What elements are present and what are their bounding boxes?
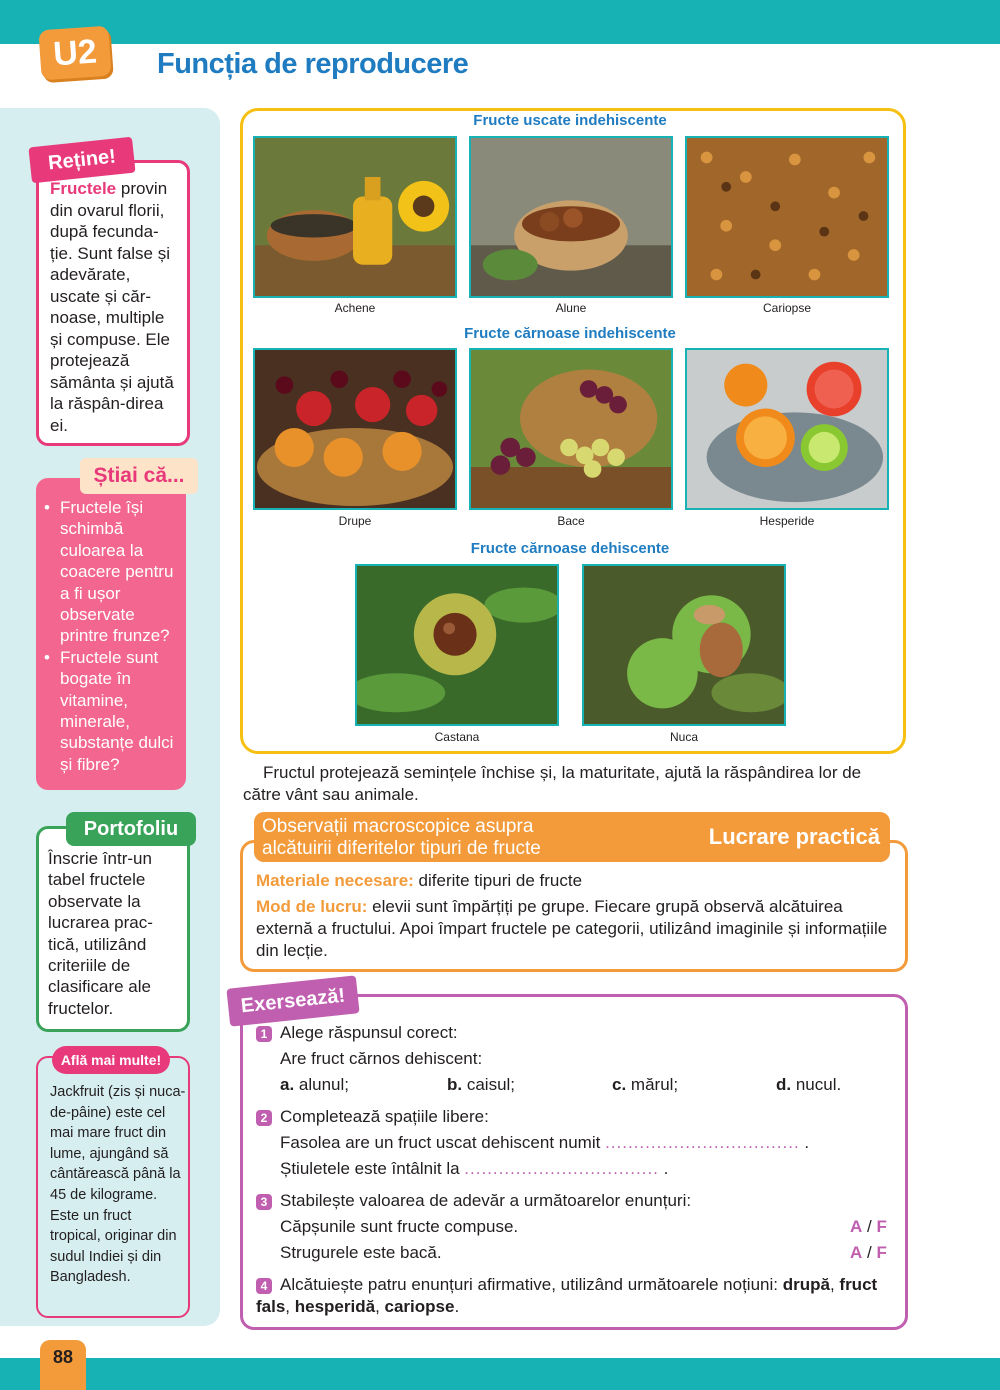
caption-bace: Bace [557,514,585,528]
stiai-list [44,497,184,775]
unit-badge: U2 [38,26,111,81]
blank-field[interactable]: .................................. [464,1159,659,1178]
page-number: 88 [40,1340,86,1390]
photo-cariopse [685,136,889,298]
mod-text: elevii sunt împărțiți pe grupe. Fiecare grupă observă alcătuirea externă a fructului. Apoi împart fructele pe categorii, utilizând imaginile și informațiile din lecție. [256,897,888,960]
portofoliu-text: Înscrie într-un tabel fructele observate la lucrarea prac-tică, utilizând criteriile de clasificare ale fructelor. [48,849,153,1018]
bottom-bar [0,1358,1000,1390]
photo-alune [469,136,673,298]
q2-line2: Știuletele este întâlnit la .................................. . [280,1159,669,1178]
photo-nuca [582,564,786,726]
q1-option-c[interactable]: c. mărul; [612,1075,679,1094]
q3-statement-2: Strugurele este bacă. [280,1243,442,1262]
photo-hesperide [685,348,889,510]
practica-text [256,870,896,962]
materiale-text: diferite tipuri de fructe [413,871,583,890]
section-title-uscate: Fructe uscate indehiscente [473,112,667,129]
caption-nuca: Nuca [669,730,698,744]
q2-text: Completează spațiile libere: [280,1107,489,1126]
retine-highlight: Fructele [50,179,117,198]
caption-castana: Castana [434,730,480,744]
materiale-label: Materiale necesare: [256,871,414,890]
practica-title: Observații macroscopice asupra alcătuirii diferitelor tipuri de fructe [262,816,541,859]
retine-tag: Reține! [28,137,135,184]
list-item: • Fructele își schimbă culoarea la coacere pentru a fi ușor observate printre frunze? [44,497,184,647]
true-false-choice[interactable]: A / F [850,1217,887,1236]
blank-field[interactable]: .................................. [605,1133,800,1152]
section-title-carnoase-dehiscente: Fructe cărnoase dehiscente [470,540,670,557]
caption-achene: Achene [334,301,376,315]
portofoliu-tag: Portofoliu [66,812,196,846]
q3-statement-1: Căpșunile sunt fructe compuse. [280,1217,519,1236]
caption-cariopse: Cariopse [762,301,812,315]
list-item: • Fructele sunt bogate în vitamine, minerale, substanțe dulci și fibre? [44,647,184,775]
q1-sub: Are fruct cărnos dehiscent: [280,1049,483,1068]
q3-text: Stabilește valoarea de adevăr a următoarelor enunțuri: [280,1191,692,1210]
question-number: 2 [256,1110,272,1126]
q4-text: Alcătuiește patru enunțuri afirmative, utilizând următoarele noțiuni: drupă, fruct fals, hesperidă, cariopse. [256,1275,878,1316]
mod-label: Mod de lucru: [256,897,368,916]
question-number: 3 [256,1194,272,1210]
top-bar [0,0,1000,44]
page-title: Funcția de reproducere [157,48,469,80]
afla-text: Jackfruit (zis și nuca-de-pâine) este cel mai mare fruct din lume, ajungând să cântărească până la 45 de kilograme. Este un fruct tropical, originar din sudul Indiei și din Bangladesh. [50,1084,186,1286]
retine-body: provin din ovarul florii, după fecunda-ție. Sunt false și adevărate, uscate și căr-noase, multiple și compuse. Ele protejează sământa și ajută la răspân-direa ei. [50,179,174,435]
q1-option-a[interactable]: a. alunul; [280,1075,350,1094]
question-number: 4 [256,1278,272,1294]
photo-castana [355,564,559,726]
practica-label: Lucrare practică [708,824,880,849]
afla-tag: Află mai multe! [52,1046,170,1074]
true-false-choice[interactable]: A / F [850,1243,887,1262]
q1-option-b[interactable]: b. caisul; [447,1075,516,1094]
caption-alune: Alune [555,301,587,315]
stiai-tag: Știai că... [80,458,198,494]
q2-line1: Fasolea are un fruct uscat dehiscent numit .................................. . [280,1133,810,1152]
question-number: 1 [256,1026,272,1042]
q1-option-d[interactable]: d. nucul. [776,1075,842,1094]
retine-text [50,178,180,436]
photo-bace [469,348,673,510]
section-title-carnoase-indehiscente: Fructe cărnoase indehiscente [464,325,676,342]
q1-text: Alege răspunsul corect: [280,1023,458,1042]
caption-hesperide: Hesperide [759,514,815,528]
photo-achene [253,136,457,298]
photo-drupe [253,348,457,510]
caption-drupe: Drupe [338,514,372,528]
body-paragraph: Fructul protejează semințele închise și, la maturitate, ajută la răspândirea lor de către vânt sau animale. [243,763,862,804]
exercises-tag: Exersează! [226,975,359,1026]
